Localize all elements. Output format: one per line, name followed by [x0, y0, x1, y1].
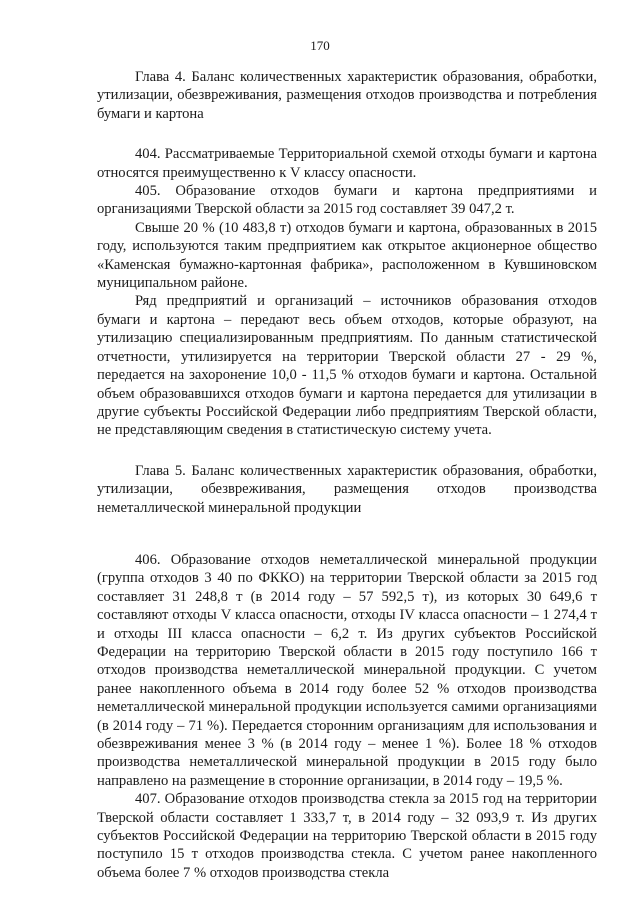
- paragraph-406: 406. Образование отходов неметаллической минеральной продукции (группа отходов 3 40 по ФККО) на территории Тверской области за 2015 год составляет 31 248,8 т (в 2014 году – 57 592,5 т), из которых 30 649,6 т составляют отходы V класса опасности, отходы IV класса опасности – 1 274,4 т и отходы III класса опасности – 6,2 т. Из других субъектов Российской Федерации на территорию Тверской области в 2015 году поступило 166 т отходов производства неметаллической минеральной продукции. С учетом ранее накопленного объема в 2014 году более 52 % отходов производства неметаллической минеральной продукции используется самими организациями (в 2014 году – 71 %). Передается сторонним организациям для использования и обезвреживания менее 3 % (в 2014 году – менее 1 %). Более 18 % отходов производства неметаллической минеральной продукции в 2015 году было направлено на размещение в сторонние организации, в 2014 году – 19,5 %.: [97, 551, 597, 789]
- page-number: 170: [310, 38, 330, 53]
- paragraph-405: 405. Образование отходов бумаги и картона предприятиями и организациями Тверской области за 2015 год составляет 39 047,2 т.: [97, 183, 597, 218]
- document-body: [97, 68, 597, 882]
- chapter-4-heading: Глава 4. Баланс количественных характеристик образования, обработки, утилизации, обезвреживания, размещения отходов производства и потребления бумаги и картона: [97, 69, 597, 122]
- paragraph-405-paper-mill: Свыше 20 % (10 483,8 т) отходов бумаги и картона, образованных в 2015 году, используются таким предприятием как открытое акционерное общество «Каменская бумажно-картонная фабрика», расположенном в Кувшиновском муниципальном районе.: [97, 219, 597, 292]
- paragraph-407: 407. Образование отходов производства стекла за 2015 год на территории Тверской области составляет 1 333,7 т, в 2014 году – 32 093,9 т. Из других субъектов Российской Федерации на территорию Тверской области в 2015 году поступило 15 т отходов производства стекла. С учетом ранее накопленного объема более 7 % отходов производства стекла: [97, 791, 597, 881]
- paragraph-404: 404. Рассматриваемые Территориальной схемой отходы бумаги и картона относятся преимущественно к V классу опасности.: [97, 146, 597, 181]
- chapter-5-heading: Глава 5. Баланс количественных характеристик образования, обработки, утилизации, обезвреживания, размещения отходов производства неметаллической минеральной продукции: [97, 462, 597, 516]
- paragraph-405-recycling: Ряд предприятий и организаций – источников образования отходов бумаги и картона – передают весь объем отходов, которые образуют, на утилизацию специализированным предприятиям. По данным статистической отчетности, утилизируется на территории Тверской области 27 - 29 %, передается на захоронение 10,0 - 11,5 % отходов бумаги и картона. Остальной объем образовавшихся отходов бумаги и картона передается для утилизации в другие субъекты Российской Федерации либо предприятиям Тверской области, не представляющим сведения в статистическую систему учета.: [97, 293, 597, 439]
